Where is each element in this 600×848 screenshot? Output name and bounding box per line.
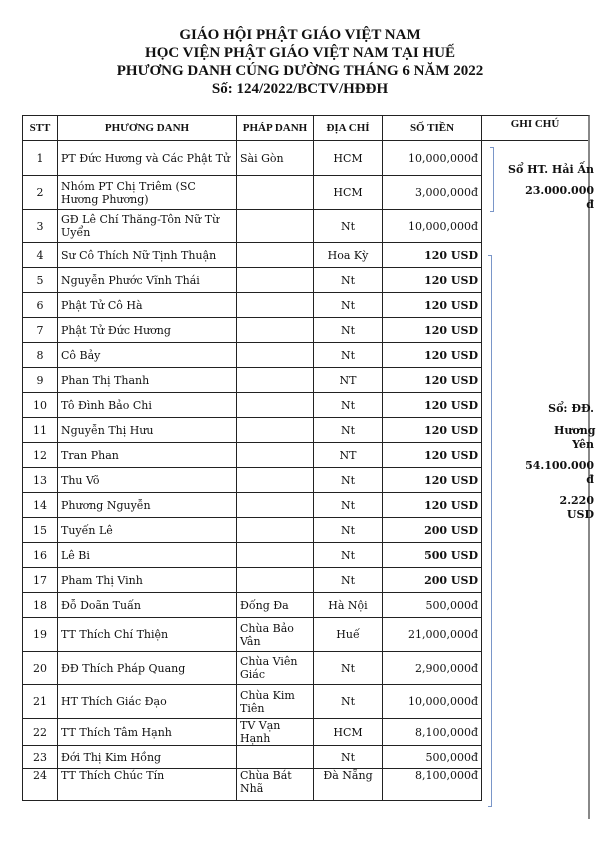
header-line-3: PHƯƠNG DANH CÚNG DƯỜNG THÁNG 6 NĂM 2022 — [116, 63, 484, 79]
row-stt: 7 — [23, 318, 58, 343]
row-so-tien: 120 USD — [383, 418, 482, 443]
row-so-tien: 120 USD — [383, 268, 482, 293]
row-phap-danh — [237, 418, 314, 443]
table-row — [23, 176, 482, 210]
bracket-group-1 — [493, 147, 494, 212]
row-phuong-danh: Tuyến Lê — [58, 518, 237, 543]
table-row — [23, 719, 482, 746]
row-dia-chi: Đà Nẵng — [314, 769, 383, 801]
row-phap-danh — [237, 293, 314, 318]
row-so-tien: 120 USD — [383, 318, 482, 343]
row-dia-chi: HCM — [314, 176, 383, 210]
row-dia-chi: Nt — [314, 318, 383, 343]
row-dia-chi: Nt — [314, 685, 383, 719]
row-so-tien: 500,000đ — [383, 593, 482, 618]
row-stt: 12 — [23, 443, 58, 468]
row-phap-danh: Sài Gòn — [237, 141, 314, 176]
row-so-tien: 8,100,000đ — [383, 719, 482, 746]
row-so-tien: 8,100,000đ — [383, 769, 482, 801]
row-phuong-danh: Nguyễn Thị Hưu — [58, 418, 237, 443]
row-so-tien: 120 USD — [383, 443, 482, 468]
table-row — [23, 443, 482, 468]
header-line-1: GIÁO HỘI PHẬT GIÁO VIỆT NAM — [179, 27, 421, 43]
table-row — [23, 210, 482, 243]
donation-table — [22, 115, 482, 801]
table-row — [23, 685, 482, 719]
row-phuong-danh: Phật Tử Đức Hương — [58, 318, 237, 343]
row-dia-chi: Nt — [314, 418, 383, 443]
col-phap-danh: PHÁP DANH — [237, 116, 314, 141]
row-phap-danh: Đống Đa — [237, 593, 314, 618]
row-phap-danh — [237, 393, 314, 418]
row-so-tien: 500 USD — [383, 543, 482, 568]
row-phap-danh — [237, 368, 314, 393]
row-stt: 18 — [23, 593, 58, 618]
row-phap-danh — [237, 518, 314, 543]
header-line-2: HỌC VIỆN PHẬT GIÁO VIỆT NAM TẠI HUẾ — [145, 45, 455, 61]
row-phuong-danh: ĐĐ Thích Pháp Quang — [58, 652, 237, 685]
row-phap-danh — [237, 568, 314, 593]
row-stt: 17 — [23, 568, 58, 593]
row-dia-chi: HCM — [314, 719, 383, 746]
row-phuong-danh: HT Thích Giác Đạo — [58, 685, 237, 719]
col-stt: STT — [23, 116, 58, 141]
col-phuong-danh: PHƯƠNG DANH — [58, 116, 237, 141]
row-dia-chi: Nt — [314, 468, 383, 493]
row-phuong-danh: TT Thích Chí Thiện — [58, 618, 237, 652]
row-phap-danh: Chùa Kim Tiên — [237, 685, 314, 719]
row-so-tien: 3,000,000đ — [383, 176, 482, 210]
row-so-tien: 120 USD — [383, 293, 482, 318]
col-dia-chi: ĐỊA CHỈ — [314, 116, 383, 141]
row-dia-chi: Hà Nội — [314, 593, 383, 618]
row-stt: 24 — [23, 769, 58, 801]
row-phap-danh — [237, 493, 314, 518]
row-phap-danh — [237, 243, 314, 268]
row-phuong-danh: Nguyễn Phước Vĩnh Thái — [58, 268, 237, 293]
row-phap-danh — [237, 468, 314, 493]
note-2-amount-usd: 2.220 USD — [559, 494, 594, 521]
row-phap-danh — [237, 210, 314, 243]
row-stt: 10 — [23, 393, 58, 418]
table-row — [23, 343, 482, 368]
row-phuong-danh: Tran Phan — [58, 443, 237, 468]
row-so-tien: 200 USD — [383, 568, 482, 593]
note-2-title: Sổ: ĐĐ. — [548, 402, 594, 415]
row-dia-chi: Nt — [314, 746, 383, 769]
row-stt: 1 — [23, 141, 58, 176]
header-line-4: Số: 124/2022/BCTV/HĐĐH — [211, 81, 389, 97]
row-dia-chi: Nt — [314, 652, 383, 685]
row-so-tien: 10,000,000đ — [383, 210, 482, 243]
col-so-tien: SỐ TIỀN — [383, 116, 482, 141]
table-row — [23, 493, 482, 518]
row-phuong-danh: Pham Thị Vinh — [58, 568, 237, 593]
row-phuong-danh: Thu Võ — [58, 468, 237, 493]
table-row — [23, 593, 482, 618]
row-phuong-danh: Phan Thị Thanh — [58, 368, 237, 393]
row-dia-chi: Nt — [314, 343, 383, 368]
row-so-tien: 10,000,000đ — [383, 685, 482, 719]
row-dia-chi: Nt — [314, 293, 383, 318]
row-so-tien: 120 USD — [383, 343, 482, 368]
row-dia-chi: HCM — [314, 141, 383, 176]
row-phuong-danh: Lê Bi — [58, 543, 237, 568]
table-row — [23, 393, 482, 418]
row-so-tien: 120 USD — [383, 243, 482, 268]
row-phuong-danh: Đới Thị Kim Hồng — [58, 746, 237, 769]
row-phuong-danh: Phật Tử Cô Hà — [58, 293, 237, 318]
row-so-tien: 200 USD — [383, 518, 482, 543]
row-phap-danh — [237, 746, 314, 769]
row-so-tien: 500,000đ — [383, 746, 482, 769]
table-header-row — [23, 116, 482, 141]
table-row — [23, 318, 482, 343]
row-phuong-danh: Đỗ Doãn Tuấn — [58, 593, 237, 618]
row-stt: 19 — [23, 618, 58, 652]
table-row — [23, 746, 482, 769]
row-phuong-danh: GĐ Lê Chí Thăng-Tôn Nữ Từ Uyển — [58, 210, 237, 243]
row-phuong-danh: TT Thích Chúc Tín — [58, 769, 237, 801]
row-so-tien: 120 USD — [383, 493, 482, 518]
row-stt: 8 — [23, 343, 58, 368]
bracket-group-2 — [491, 255, 492, 807]
row-so-tien: 2,900,000đ — [383, 652, 482, 685]
row-stt: 11 — [23, 418, 58, 443]
row-phuong-danh: Sư Cô Thích Nữ Tịnh Thuận — [58, 243, 237, 268]
row-stt: 9 — [23, 368, 58, 393]
table-row — [23, 468, 482, 493]
note-1-title: Sổ HT. Hải Ấn — [508, 163, 594, 176]
row-phuong-danh: Cô Bảy — [58, 343, 237, 368]
row-phap-danh — [237, 176, 314, 210]
row-stt: 3 — [23, 210, 58, 243]
note-2-name: Hương Yên — [554, 424, 596, 451]
row-so-tien: 21,000,000đ — [383, 618, 482, 652]
row-so-tien: 120 USD — [383, 368, 482, 393]
row-stt: 22 — [23, 719, 58, 746]
row-phuong-danh: TT Thích Tâm Hạnh — [58, 719, 237, 746]
row-dia-chi: NT — [314, 443, 383, 468]
table-row — [23, 418, 482, 443]
row-stt: 16 — [23, 543, 58, 568]
row-dia-chi: Nt — [314, 518, 383, 543]
table-row — [23, 568, 482, 593]
row-phuong-danh: Nhóm PT Chị Triêm (SC Hương Phương) — [58, 176, 237, 210]
row-stt: 15 — [23, 518, 58, 543]
row-phap-danh — [237, 343, 314, 368]
row-dia-chi: Nt — [314, 568, 383, 593]
table-row — [23, 243, 482, 268]
table-row — [23, 368, 482, 393]
row-stt: 23 — [23, 746, 58, 769]
row-so-tien: 10,000,000đ — [383, 141, 482, 176]
row-dia-chi: Huế — [314, 618, 383, 652]
table-row — [23, 769, 482, 801]
row-stt: 21 — [23, 685, 58, 719]
row-phuong-danh: Phương Nguyễn — [58, 493, 237, 518]
row-dia-chi: Nt — [314, 543, 383, 568]
row-dia-chi: Nt — [314, 493, 383, 518]
table-row — [23, 293, 482, 318]
row-phap-danh — [237, 318, 314, 343]
row-dia-chi: Nt — [314, 268, 383, 293]
row-phap-danh: Chùa Bát Nhã — [237, 769, 314, 801]
table-row — [23, 518, 482, 543]
row-stt: 14 — [23, 493, 58, 518]
table-row — [23, 618, 482, 652]
row-dia-chi: Nt — [314, 393, 383, 418]
row-dia-chi: NT — [314, 368, 383, 393]
row-phap-danh: Chùa Bảo Vân — [237, 618, 314, 652]
row-stt: 5 — [23, 268, 58, 293]
row-stt: 4 — [23, 243, 58, 268]
row-phuong-danh: PT Đức Hương và Các Phật Tử — [58, 141, 237, 176]
row-phap-danh: Chùa Viên Giác — [237, 652, 314, 685]
row-phap-danh — [237, 443, 314, 468]
row-stt: 6 — [23, 293, 58, 318]
row-stt: 2 — [23, 176, 58, 210]
row-stt: 20 — [23, 652, 58, 685]
note-2-amount-vnd: 54.100.000 đ — [525, 459, 594, 486]
row-phap-danh — [237, 543, 314, 568]
table-row — [23, 543, 482, 568]
table-row — [23, 141, 482, 176]
col-ghi-chu: GHI CHÚ — [482, 116, 588, 141]
row-so-tien: 120 USD — [383, 468, 482, 493]
note-1-amount: 23.000.000 đ — [525, 184, 594, 211]
row-dia-chi: Nt — [314, 210, 383, 243]
row-so-tien: 120 USD — [383, 393, 482, 418]
row-dia-chi: Hoa Kỳ — [314, 243, 383, 268]
table-row — [23, 268, 482, 293]
row-phuong-danh: Tô Đình Bảo Chi — [58, 393, 237, 418]
row-phap-danh — [237, 268, 314, 293]
row-stt: 13 — [23, 468, 58, 493]
table-row — [23, 652, 482, 685]
row-phap-danh: TV Vạn Hạnh — [237, 719, 314, 746]
